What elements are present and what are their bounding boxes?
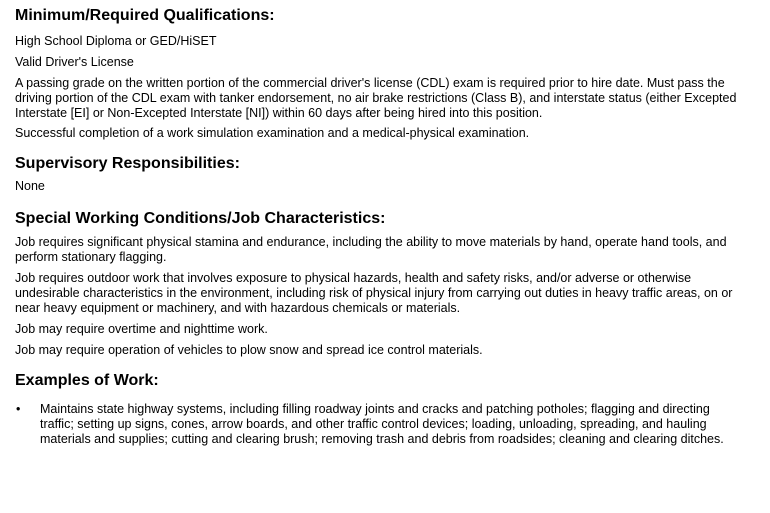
qualification-item: Valid Driver's License: [15, 55, 134, 69]
supervisory-text: None: [15, 179, 45, 193]
working-condition-item: Job requires outdoor work that involves exposure to physical hazards, health and safety risks, and/or adverse or otherwise undesirable characteristics in the environment, including risk of physical injury from carrying out duties in heavy traffic areas, on or near heavy equipment or machinery, and with hazardous chemicals or materials.: [15, 271, 733, 315]
job-description-document: [15, 6, 755, 447]
qualification-item: Successful completion of a work simulation examination and a medical-physical examination.: [15, 126, 530, 140]
qualification-item: High School Diploma or GED/HiSET: [15, 34, 217, 48]
supervisory-heading: Supervisory Responsibilities:: [15, 155, 240, 172]
working-condition-item: Job may require operation of vehicles to plow snow and spread ice control materials.: [15, 343, 483, 357]
working-conditions-heading: Special Working Conditions/Job Characteristics:: [15, 210, 386, 227]
min-qualifications-heading: Minimum/Required Qualifications:: [15, 7, 275, 24]
min-qualifications-section: [15, 6, 755, 141]
qualification-item: A passing grade on the written portion of the commercial driver's license (CDL) exam is required prior to hire date. Must pass the driving portion of the CDL exam with tanker endorsement, no air brake restrictions (Class B), and interstate status (either Excepted Interstate [EI] or Non-Excepted Interstate [NI]) within 60 days after being hired into this position.: [15, 76, 737, 120]
list-item: [15, 402, 755, 447]
working-condition-item: Job may require overtime and nighttime work.: [15, 322, 268, 336]
working-conditions-section: [15, 209, 755, 358]
bullet-icon: •: [16, 402, 21, 416]
examples-section: [15, 371, 755, 447]
supervisory-section: [15, 154, 755, 194]
examples-list: [15, 402, 755, 447]
examples-heading: Examples of Work:: [15, 372, 159, 389]
working-condition-item: Job requires significant physical stamina and endurance, including the ability to move materials by hand, operate hand tools, and perform stationary flagging.: [15, 235, 727, 264]
example-item-text: Maintains state highway systems, including filling roadway joints and cracks and patching potholes; flagging and directing traffic; setting up signs, cones, arrow boards, and other traffic control devices; loading, unloading, spreading, and hauling materials and supplies; cutting and clearing brush; removing trash and debris from roadsides; cleaning and clearing ditches.: [40, 402, 724, 446]
